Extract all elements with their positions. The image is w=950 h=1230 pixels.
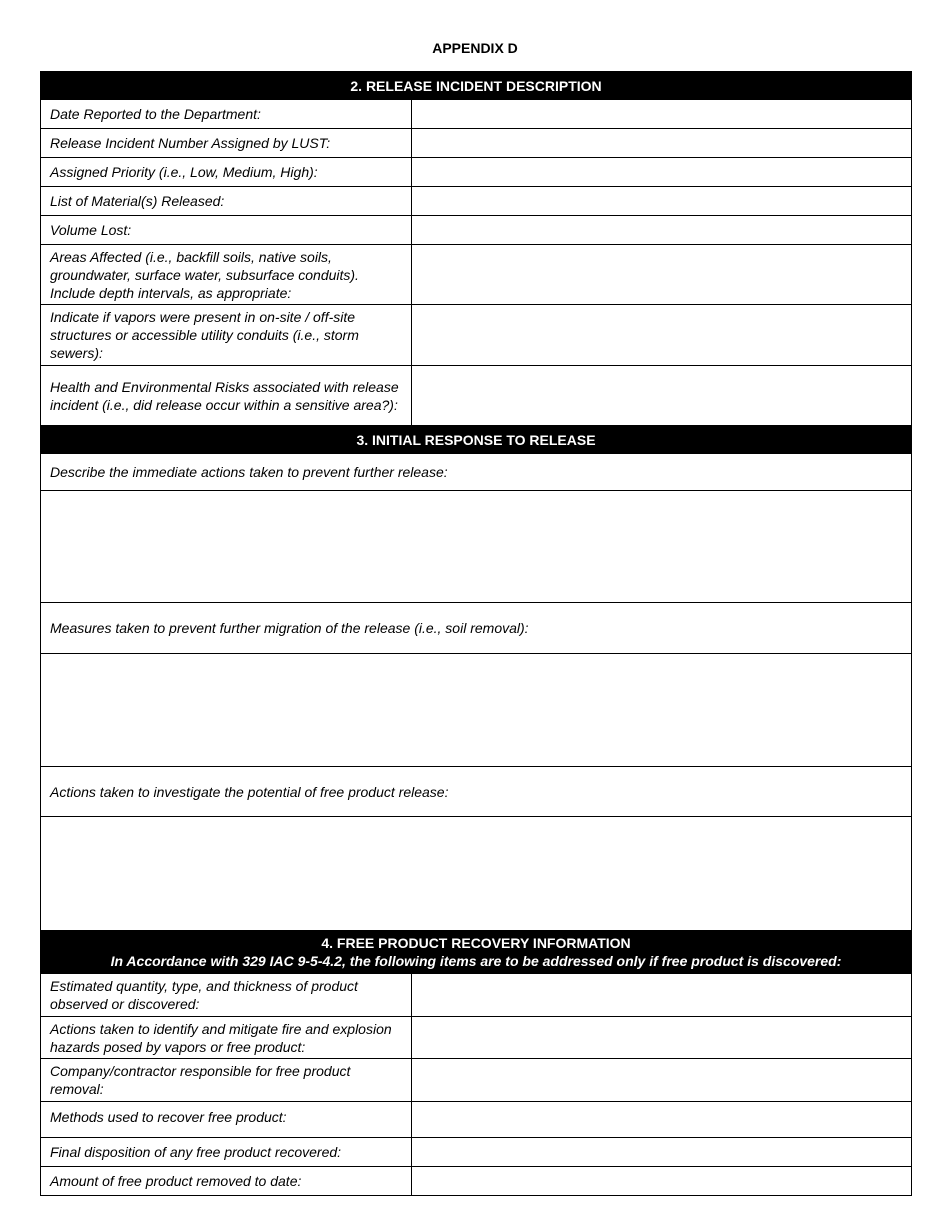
- incident-number-field[interactable]: [412, 129, 912, 158]
- immediate-actions-field[interactable]: [41, 491, 912, 603]
- volume-lost-label: Volume Lost:: [41, 216, 412, 245]
- estimated-quantity-label: Estimated quantity, type, and thickness of product observed or discovered:: [41, 974, 412, 1017]
- health-risks-label: Health and Environmental Risks associated with release incident (i.e., did release occur within a sensitive area?):: [41, 366, 412, 426]
- appendix-title: APPENDIX D: [432, 40, 518, 56]
- volume-lost-field[interactable]: [412, 216, 912, 245]
- contractor-field[interactable]: [412, 1059, 912, 1102]
- areas-affected-label: Areas Affected (i.e., backfill soils, native soils, groundwater, surface water, subsurface conduits). Include depth intervals, as appropriate:: [41, 245, 412, 305]
- materials-released-field[interactable]: [412, 187, 912, 216]
- form-row: [41, 1167, 912, 1196]
- form-row: [41, 245, 912, 305]
- health-risks-field[interactable]: [412, 366, 912, 426]
- form-row: [41, 366, 912, 426]
- form-row: [41, 454, 912, 491]
- assigned-priority-field[interactable]: [412, 158, 912, 187]
- form-row: [41, 1102, 912, 1138]
- section-2-header-row: [41, 72, 912, 100]
- form-row: [41, 216, 912, 245]
- amount-removed-label: Amount of free product removed to date:: [41, 1167, 412, 1196]
- materials-released-label: List of Material(s) Released:: [41, 187, 412, 216]
- assigned-priority-label: Assigned Priority (i.e., Low, Medium, High):: [41, 158, 412, 187]
- hazard-mitigation-field[interactable]: [412, 1017, 912, 1059]
- form-row: [41, 100, 912, 129]
- final-disposition-field[interactable]: [412, 1138, 912, 1167]
- estimated-quantity-field[interactable]: [412, 974, 912, 1017]
- section-3-header: 3. INITIAL RESPONSE TO RELEASE: [41, 426, 912, 454]
- form-row: [41, 603, 912, 654]
- form-row: [41, 767, 912, 817]
- section-4-subtitle: In Accordance with 329 IAC 9-5-4.2, the following items are to be addressed only if free product is discovered:: [110, 953, 842, 969]
- section-2-header: 2. RELEASE INCIDENT DESCRIPTION: [41, 72, 912, 100]
- form-row: [41, 129, 912, 158]
- form-row: [41, 1138, 912, 1167]
- form-row: [41, 1059, 912, 1102]
- hazard-mitigation-label: Actions taken to identify and mitigate fire and explosion hazards posed by vapors or free product:: [41, 1017, 412, 1059]
- migration-measures-field[interactable]: [41, 654, 912, 767]
- section-4-title: 4. FREE PRODUCT RECOVERY INFORMATION: [321, 935, 631, 951]
- recovery-methods-label: Methods used to recover free product:: [41, 1102, 412, 1138]
- contractor-label: Company/contractor responsible for free product removal:: [41, 1059, 412, 1102]
- vapors-present-field[interactable]: [412, 305, 912, 366]
- section-3-header-row: [41, 426, 912, 454]
- form-row: [41, 491, 912, 603]
- date-reported-field[interactable]: [412, 100, 912, 129]
- form-row: [41, 305, 912, 366]
- immediate-actions-label: Describe the immediate actions taken to prevent further release:: [41, 454, 912, 491]
- free-product-investigation-field[interactable]: [41, 817, 912, 931]
- form-row: [41, 817, 912, 931]
- form-row: [41, 974, 912, 1017]
- section-4-header: [41, 931, 912, 974]
- form-row: [41, 187, 912, 216]
- incident-form-table: [40, 71, 912, 1196]
- amount-removed-field[interactable]: [412, 1167, 912, 1196]
- incident-number-label: Release Incident Number Assigned by LUST:: [41, 129, 412, 158]
- date-reported-label: Date Reported to the Department:: [41, 100, 412, 129]
- vapors-present-label: Indicate if vapors were present in on-site / off-site structures or accessible utility conduits (i.e., storm sewers):: [41, 305, 412, 366]
- areas-affected-field[interactable]: [412, 245, 912, 305]
- migration-measures-label: Measures taken to prevent further migration of the release (i.e., soil removal):: [41, 603, 912, 654]
- final-disposition-label: Final disposition of any free product recovered:: [41, 1138, 412, 1167]
- form-row: [41, 654, 912, 767]
- free-product-investigation-label: Actions taken to investigate the potential of free product release:: [41, 767, 912, 817]
- recovery-methods-field[interactable]: [412, 1102, 912, 1138]
- form-row: [41, 158, 912, 187]
- form-row: [41, 1017, 912, 1059]
- section-4-header-row: [41, 931, 912, 974]
